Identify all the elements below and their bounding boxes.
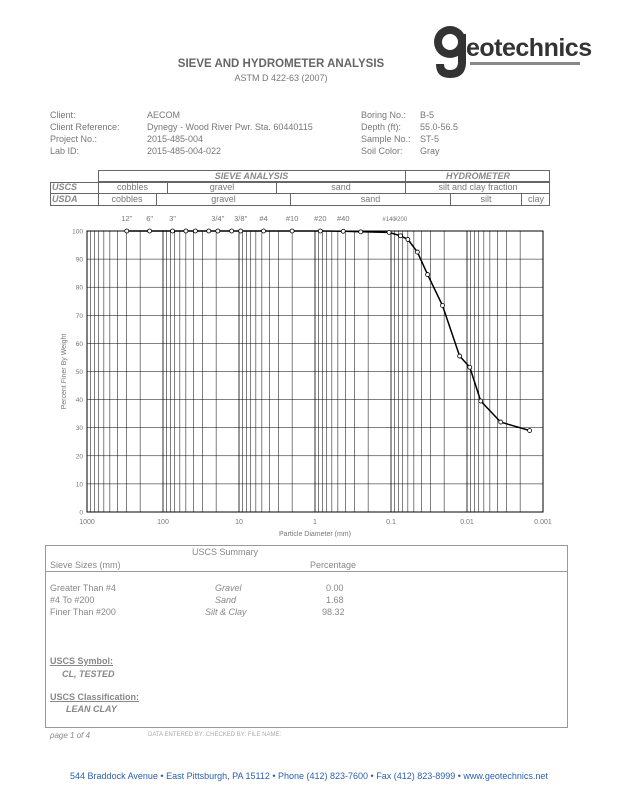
y-tick-label: 60 (75, 340, 83, 348)
lab-id-label: Lab ID: (50, 146, 80, 156)
data-point (262, 229, 266, 233)
data-point (148, 229, 152, 233)
summary-row-name: Gravel (215, 583, 242, 593)
summary-title: USCS Summary (192, 547, 259, 557)
usda-sand: sand (291, 194, 451, 205)
sieve-label: #10 (285, 214, 299, 223)
project-no-label: Project No.: (50, 134, 98, 144)
sieve-label: #140 (382, 217, 396, 223)
hydrometer-header: HYDROMETER (445, 171, 510, 181)
uscs-classification-label: USCS Classification: (50, 692, 140, 702)
data-point (528, 429, 532, 433)
data-point (290, 229, 294, 233)
x-tick-label: 0.01 (460, 519, 474, 526)
sieve-label: #200 (393, 217, 408, 223)
usda-silt: silt (451, 194, 522, 205)
data-point (398, 234, 402, 238)
uscs-silt-clay: silt and clay fraction (438, 182, 518, 192)
project-no-value: 2015-485-004 (147, 134, 204, 144)
summary-row-range: #4 To #200 (50, 595, 95, 605)
x-tick-label: 0.001 (534, 519, 552, 526)
usda-label: USDA (52, 194, 78, 204)
y-axis-label: Percent Finer By Weight (61, 333, 68, 410)
y-tick-label: 70 (75, 312, 83, 320)
usda-gravel: gravel (157, 194, 291, 205)
data-point (239, 229, 243, 233)
data-point (406, 237, 410, 241)
file-reference: DATA ENTERED BY: CHECKED BY: FILE NAME: (148, 732, 282, 738)
y-tick-label: 50 (75, 369, 83, 376)
boring-no-value: B-5 (420, 110, 435, 120)
data-point (468, 365, 472, 369)
lab-id-value: 2015-485-004-022 (147, 146, 222, 156)
uscs-label: USCS (52, 182, 78, 192)
summary-row-pct: 98.32 (322, 607, 345, 617)
sample-no-value: ST-5 (420, 134, 440, 144)
data-point (415, 250, 419, 254)
classification-table (50, 170, 550, 206)
sieve-label: 3/4" (211, 214, 225, 223)
y-tick-label: 30 (75, 425, 83, 433)
uscs-gravel: gravel (168, 182, 277, 193)
depth-value: 55.0-56.5 (420, 122, 459, 132)
x-tick-label: 1000 (79, 519, 95, 526)
logo-text: eotechnics (466, 34, 592, 62)
uscs-classification-value: LEAN CLAY (66, 704, 117, 714)
summary-row-name: Silt & Clay (205, 607, 247, 617)
x-tick-label: 0.1 (386, 519, 396, 526)
sieve-label: 6" (146, 214, 154, 223)
report-title: SIEVE AND HYDROMETER ANALYSIS (177, 58, 385, 70)
data-point (441, 303, 445, 307)
x-tick-label: 100 (157, 519, 169, 526)
client-reference-label: Client Reference: (50, 122, 120, 132)
data-point (341, 229, 345, 233)
x-tick-label: 10 (235, 519, 243, 526)
uscs-symbol-label: USCS Symbol: (50, 656, 114, 666)
sample-no-label: Sample No.: (361, 134, 411, 144)
y-tick-label: 100 (72, 228, 83, 236)
report-standard: ASTM D 422-63 (2007) (234, 73, 328, 83)
sieve-label: 3" (169, 214, 176, 223)
summary-row-pct: 1.68 (326, 595, 344, 605)
soil-color-label: Soil Color: (361, 146, 403, 156)
data-point (207, 229, 211, 233)
uscs-cobbles: cobbles (98, 182, 168, 193)
boring-no-label: Boring No.: (361, 110, 407, 120)
data-point (184, 229, 188, 233)
usda-cobbles: cobbles (98, 194, 157, 205)
uscs-symbol-value: CL, TESTED (62, 669, 115, 679)
client-reference-value: Dynegy - Wood River Pwr. Sta. 60440115 (147, 122, 313, 132)
data-point (216, 229, 220, 233)
summary-row-range: Finer Than #200 (50, 607, 116, 617)
gradation-curve (127, 231, 530, 431)
sieve-analysis-header: SIEVE ANALYSIS (214, 171, 289, 181)
y-tick-label: 0 (79, 509, 83, 517)
summary-row-pct: 0.00 (326, 583, 344, 593)
data-point (170, 229, 174, 233)
sieve-label: #40 (336, 214, 350, 223)
footer-contact: 544 Braddock Avenue • East Pittsburgh, PA 15112 • Phone (412) 823-7600 • Fax (412) 823-8999 • www.geotechnics.net (70, 771, 548, 781)
y-tick-label: 80 (75, 284, 83, 292)
uscs-sand: sand (277, 182, 406, 193)
sieve-label: 3/8" (234, 214, 248, 223)
depth-label: Depth (ft): (361, 122, 402, 132)
summary-row-name: Sand (215, 595, 237, 605)
data-point (479, 399, 483, 403)
x-tick-label: 1 (313, 519, 317, 526)
client-value: AECOM (147, 110, 181, 120)
y-tick-label: 40 (75, 397, 83, 405)
data-point (458, 354, 462, 358)
data-point (230, 229, 234, 233)
gradation-chart (0, 205, 618, 540)
soil-color-value: Gray (420, 146, 440, 156)
data-point (499, 420, 503, 424)
data-point (359, 230, 363, 234)
data-point (387, 230, 391, 234)
data-point (318, 229, 322, 233)
y-tick-label: 20 (75, 453, 83, 461)
geotechnics-logo-icon (430, 24, 470, 80)
y-tick-label: 90 (75, 256, 83, 264)
data-point (426, 273, 430, 277)
sieve-label: #20 (314, 214, 327, 223)
summary-row-range: Greater Than #4 (50, 583, 116, 593)
x-axis-label: Particle Diameter (mm) (279, 531, 351, 538)
sieve-label: #4 (259, 214, 268, 223)
usda-clay: clay (527, 194, 544, 204)
data-point (193, 229, 197, 233)
summary-col-percentage: Percentage (310, 560, 357, 570)
summary-col-sieve: Sieve Sizes (mm) (50, 560, 121, 570)
y-tick-label: 10 (75, 481, 83, 489)
sieve-label: 12" (121, 214, 133, 223)
data-point (125, 229, 129, 233)
client-label: Client: (50, 110, 76, 120)
page-number: page 1 of 4 (50, 731, 91, 740)
